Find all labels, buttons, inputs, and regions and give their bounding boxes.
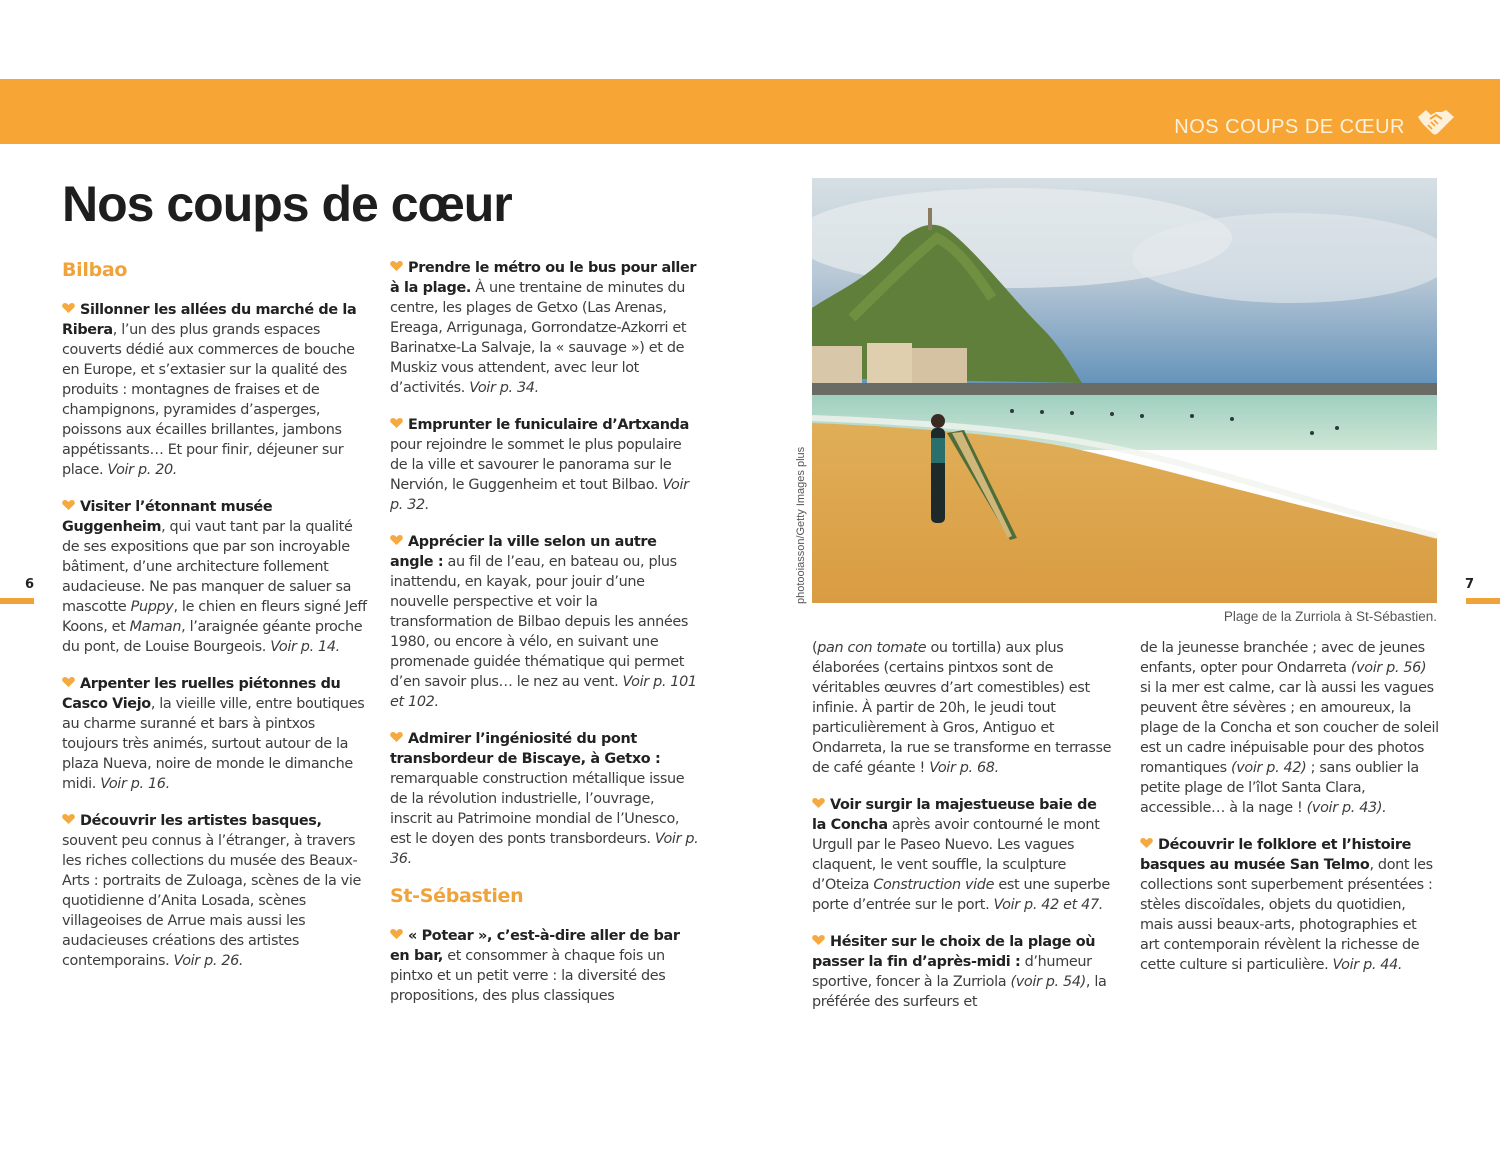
page-reference: Voir p. 42 et 47.: [993, 897, 1103, 913]
entry-text: À une trentaine de minutes du centre, les plages de Getxo (Las Arenas, Ereaga, Arrigunaga, Gorrondatze-Azkorri et Barinatxe-La Salvaje, la « sauvage ») et de Muskiz vous attendent, avec leur lot d’activités.: [390, 280, 687, 396]
entry-text: remarquable construction métallique issue de la révolution industrielle, l’ouvrage, inscrit au Patrimoine mondial de l’Unesco, est le doyen des ponts transbordeurs.: [390, 771, 685, 847]
entry-text: ; sans oublier la petite plage de l’îlot Santa Clara, accessible… à la nage !: [1140, 760, 1419, 816]
entry-potear-continued: (pan con tomate ou tortilla) aux plus élaborées (certains pintxos sont de véritables œuvres d’art comestibles) est infinie. À partir de 20h, le jeudi tout particulièrement à Gros, Antiguo et Ondarreta, la rue se transforme en terrasse de café géante ! Voir p. 68.: [812, 640, 1112, 776]
column-3: [812, 638, 1112, 1029]
entry-text: après avoir contourné le mont Urgull par le Paseo Nuevo. Les vagues claquent, le vent souffle, la sculpture d’Oteiza: [812, 817, 1100, 893]
entry-text: souvent peu connus à l’étranger, à travers les riches collections du musée des Beaux-Arts : portraits de Zuloaga, scènes de la vie quotidienne d’Anita Losada, scènes villageoises de Arrue mais aussi les audacieuses créations des artistes contemporains.: [62, 833, 361, 969]
entry-lead: Visiter l’étonnant musée Guggenheim: [62, 499, 273, 535]
entry-text: si la mer est calme, car là aussi les vagues peuvent être sévères ; en amoureux, la plage de la Concha et son coucher de soleil est un cadre inépuisable pour des photos romantiques: [1140, 680, 1439, 776]
page-marker-right: [1466, 598, 1500, 604]
entry-text: au fil de l’eau, en bateau ou, plus inattendu, en kayak, pour jouir d’une nouvelle perspective et voir la transformation de Bilbao depuis les années 1980, ou encore à vélo, en suivant une promenade guidée thématique qui permet d’en savoir plus… le nez au vent.: [390, 554, 689, 690]
entry-autre-angle: [390, 532, 700, 712]
page-reference: Voir p. 16.: [100, 776, 170, 792]
entry-text: d’humeur sportive, foncer à la Zurriola: [812, 954, 1092, 990]
entry-lead: Arpenter les ruelles piétonnes du Casco Viejo: [62, 676, 341, 712]
heart-bullet-icon: [390, 535, 403, 545]
entry-pont-transbordeur: [390, 729, 700, 869]
page-reference: Voir p. 36.: [390, 831, 699, 867]
page-reference: Voir p. 20.: [107, 462, 178, 478]
page-reference: Voir p. 26.: [173, 953, 244, 969]
entry-lead: Admirer l’ingéniosité du pont transbordeur de Biscaye, à Getxo :: [390, 731, 661, 767]
entry-choix-plage: [812, 932, 1112, 1012]
heart-bullet-icon: [812, 935, 825, 945]
entry-lead: Découvrir les artistes basques,: [80, 813, 322, 829]
section-heading-st-sebastien: St-Sébastien: [390, 885, 524, 907]
page-marker-left: [0, 598, 34, 604]
entry-text: est une superbe porte d’entrée sur le port.: [812, 877, 1110, 913]
page-reference: Voir p. 32.: [390, 477, 689, 513]
entry-choix-plage-continued: [1140, 638, 1440, 818]
page-reference: Voir p. 44.: [1332, 957, 1403, 973]
entry-plage-metro: [390, 258, 700, 398]
entry-text: , la vieille ville, entre boutiques au charme suranné et bars à pintxos toujours très animés, surtout autour de la plaza Nueva, noire de monde le dimanche midi.: [62, 696, 365, 792]
heart-bullet-icon: [62, 303, 75, 313]
entry-text: de la jeunesse branchée ; avec de jeunes enfants, opter pour Ondarreta: [1140, 640, 1425, 676]
entry-lead: Hésiter sur le choix de la plage où passer la fin d’après-midi :: [812, 934, 1096, 970]
page-reference: Voir p. 101 et 102.: [390, 674, 697, 710]
heart-bullet-icon: [62, 500, 75, 510]
heart-bullet-icon: [62, 677, 75, 687]
entry-lead: Prendre le métro ou le bus pour aller à la plage.: [390, 260, 697, 296]
entry-concha: [812, 795, 1112, 915]
entry-lead: Apprécier la ville selon un autre angle :: [390, 534, 657, 570]
entry-text: , l’araignée géante proche du pont, de Louise Bourgeois.: [62, 619, 363, 655]
entry-funiculaire: [390, 415, 700, 515]
section-heading-bilbao: Bilbao: [62, 259, 128, 281]
heart-bullet-icon: [1140, 838, 1153, 848]
entry-text: , l’un des plus grands espaces couverts dédié aux commerces de bouche en Europe, et s’extasier sur la qualité des produits : montagnes de fraises et de champignons, pyramides d’asperges, poissons aux écailles brillantes, jambons appétissants… Et pour finir, déjeuner sur place.: [62, 322, 355, 478]
zurriola-beach-image: [812, 178, 1437, 603]
heart-bullet-icon: [812, 798, 825, 808]
page-reference: (voir p. 43).: [1306, 800, 1387, 816]
entry-lead: Découvrir le folklore et l’histoire basques au musée San Telmo: [1140, 837, 1412, 873]
column-4: [1140, 638, 1440, 992]
entry-text: , le chien en fleurs signé Jeff Koons, et: [62, 599, 367, 635]
heart-bullet-icon: [390, 732, 403, 742]
dish-name: pan con tomate: [817, 640, 927, 656]
column-2: [390, 258, 700, 1023]
entry-text: , dont les collections sont superbement présentées : stèles discoïdales, objets du quotidien, mais aussi beaux-arts, photographies et art contemporain révèlent la richesse de cette culture si particulière.: [1140, 857, 1433, 973]
page-reference: (voir p. 56): [1350, 660, 1427, 676]
heart-bullet-icon: [390, 261, 403, 271]
page-reference: Voir p. 68.: [929, 760, 999, 776]
page-number-left: 6: [25, 577, 35, 592]
heart-bullet-icon: [62, 814, 75, 824]
entry-potear: [390, 926, 700, 1006]
entry-artistes-basques: [62, 811, 372, 971]
artwork-title: Maman: [129, 619, 182, 635]
column-1: [62, 258, 372, 988]
page-reference: (voir p. 54): [1010, 974, 1086, 990]
page-title: Nos coups de cœur: [62, 176, 512, 232]
entry-san-telmo: [1140, 835, 1440, 975]
artwork-title: Puppy: [130, 599, 174, 615]
entry-guggenheim: [62, 497, 372, 657]
entry-lead: « Potear », c’est-à-dire aller de bar en bar,: [390, 928, 680, 964]
entry-text: et consommer à chaque fois un pintxo et un petit verre : la diversité des propositions, des plus classiques: [390, 948, 666, 1004]
photo-caption: Plage de la Zurriola à St-Sébastien.: [1223, 609, 1437, 624]
heart-bullet-icon: [390, 929, 403, 939]
section-title: NOS COUPS DE CŒUR: [1174, 116, 1405, 138]
beach-photo: [812, 178, 1437, 603]
handshake-icon: [1416, 107, 1456, 141]
entry-lead: Voir surgir la majestueuse baie de la Concha: [812, 797, 1097, 833]
page-reference: Voir p. 14.: [270, 639, 340, 655]
entry-ribera: [62, 300, 372, 480]
entry-text: , la préférée des surfeurs et: [812, 974, 1107, 1010]
heart-bullet-icon: [390, 418, 403, 428]
page-reference: (voir p. 42): [1230, 760, 1307, 776]
entry-casco-viejo: [62, 674, 372, 794]
artwork-title: Construction vide: [873, 877, 995, 893]
entry-text: pour rejoindre le sommet le plus populaire de la ville et savourer le panorama sur le Nervión, le Guggenheim et tout Bilbao.: [390, 437, 682, 493]
page-number-right: 7: [1465, 577, 1475, 592]
page-reference: Voir p. 34.: [469, 380, 539, 396]
entry-text: , qui vaut tant par la qualité de ses expositions que par son incroyable bâtiment, d’une architecture follement audacieuse. Ne pas manquer de saluer sa mascotte: [62, 519, 353, 615]
entry-lead: Sillonner les allées du marché de la Ribera: [62, 302, 357, 338]
photo-credit: photooiasson/Getty Images plus: [795, 446, 807, 604]
entry-text: ou tortilla) aux plus élaborées (certains pintxos sont de véritables œuvres d’art comestibles) est infinie. À partir de 20h, le jeudi tout particulièrement à Gros, Antiguo et Ondarreta, la rue se transforme en terrasse de café géante !: [812, 640, 1112, 776]
entry-lead: Emprunter le funiculaire d’Artxanda: [408, 417, 689, 433]
